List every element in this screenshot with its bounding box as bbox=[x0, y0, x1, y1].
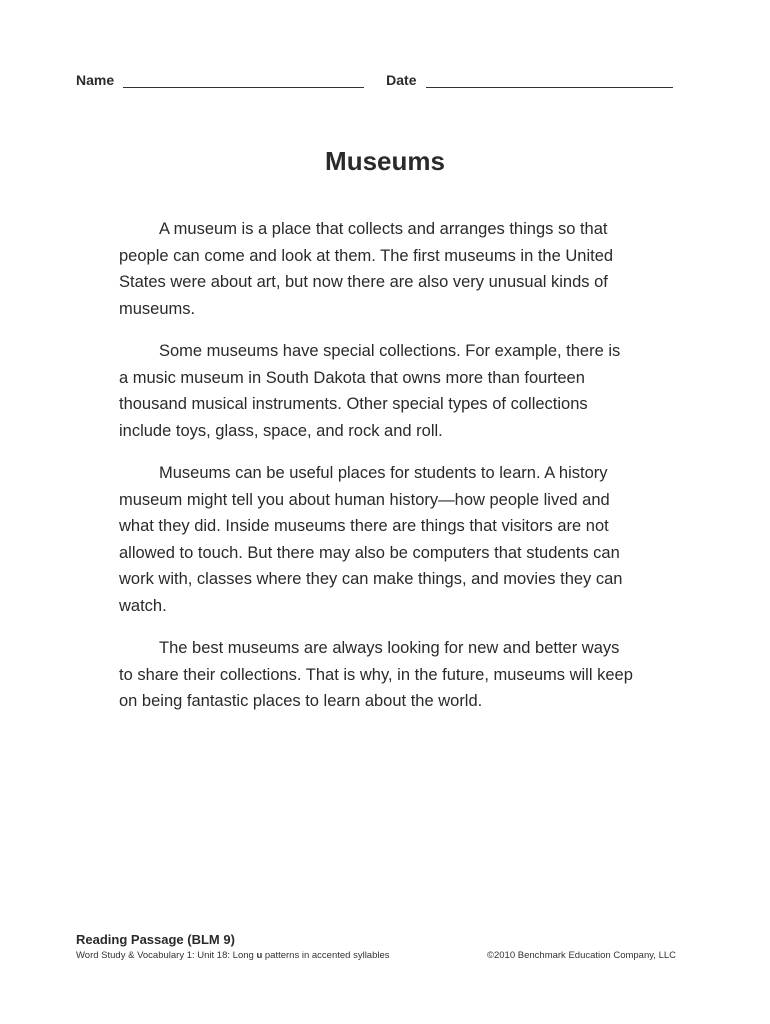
reading-passage bbox=[119, 216, 633, 731]
footer-subtitle-after: patterns in accented syllables bbox=[262, 950, 390, 961]
paragraph: The best museums are always looking for new and better ways to share their collections. That is why, in the future, museums will keep on being fantastic places to learn about the world. bbox=[119, 639, 633, 710]
paragraph: Museums can be useful places for students to learn. A history museum might tell you about human history—how people lived and what they did. Inside museums there are things that visitors are not allowed to touch. But there may also be computers that students can work with, classes where they can make things, and movies they can watch. bbox=[119, 464, 623, 615]
date-line bbox=[426, 75, 673, 88]
worksheet-header bbox=[76, 72, 676, 88]
page-title: Museums bbox=[325, 146, 445, 176]
copyright: ©2010 Benchmark Education Company, LLC bbox=[486, 950, 676, 961]
footer-subtitle bbox=[76, 950, 390, 961]
paragraph: Some museums have special collections. For example, there is a music museum in South Dakota that owns more than fourteen thousand musical instruments. Other special types of collections include toys, glass, space, and rock and roll. bbox=[119, 342, 621, 440]
name-label: Name bbox=[76, 72, 115, 88]
name-line bbox=[123, 75, 364, 88]
paragraph: A museum is a place that collects and arranges things so that people can come and look at them. The first museums in the United States were about art, but now there are also very unusual kinds of museums. bbox=[119, 220, 614, 318]
date-label: Date bbox=[386, 72, 417, 88]
footer-subtitle-bold: u bbox=[256, 950, 263, 961]
footer-subtitle-before: Word Study & Vocabulary 1: Unit 18: Long bbox=[76, 950, 257, 961]
footer-title: Reading Passage (BLM 9) bbox=[76, 932, 235, 947]
